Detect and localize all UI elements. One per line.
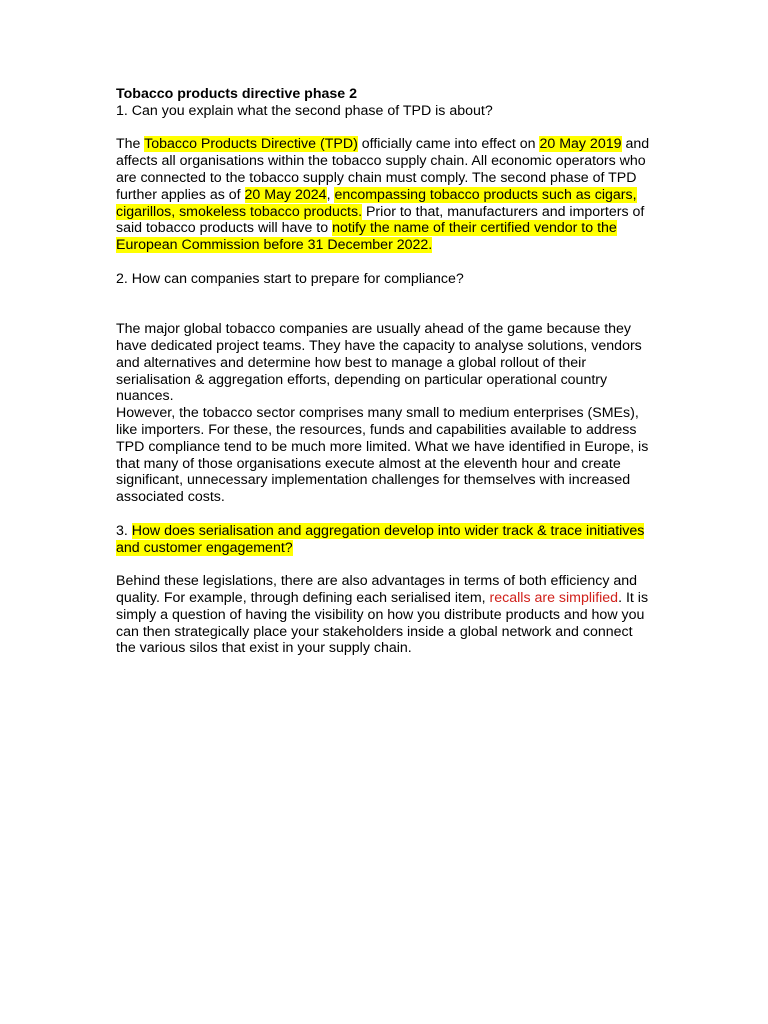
spacer — [116, 556, 656, 573]
answer-2-paragraph-2: However, the tobacco sector comprises many small to medium enterprises (SMEs), like importers. For these, the resources, funds and capabilities available to address TPD compliance tend to be much more limited. What we have identified in Europe, is that many of those organisations execute almost at the eleventh hour and create significant, unnecessary implementation challenges for themselves with increased associated costs. — [116, 405, 649, 506]
question-1: 1. Can you explain what the second phase of TPD is about? — [116, 102, 493, 119]
spacer — [116, 288, 656, 322]
highlight-products: encompassing tobacco products such as cigars, cigarillos, smokeless tobacco products. — [116, 186, 637, 220]
answer-1-text: , — [326, 186, 335, 203]
spacer — [116, 120, 656, 137]
question-3-highlight: How does serialisation and aggregation develop into wider track & trace initiatives and customer engagement? — [116, 522, 645, 556]
answer-3-text: . It is simply a question of having the visibility on how you distribute products and how you can then strategically place your stakeholders inside a global network and connect the various silos that exist in your supply chain. — [116, 589, 649, 657]
answer-1 — [116, 136, 656, 254]
answer-1-text: The — [116, 136, 145, 153]
answer-1-text: Prior to that, manufacturers and importers of said tobacco products will have to — [116, 203, 645, 237]
document-title: Tobacco products directive phase 2 — [116, 86, 357, 102]
highlight-date-2019: 20 May 2019 — [539, 136, 622, 153]
answer-1-text: officially came into effect on — [357, 136, 540, 153]
answer-3-text: Behind these legislations, there are also advantages in terms of both efficiency and quality. For example, through defining each serialised item, — [116, 573, 638, 606]
highlight-notify: notify the name of their certified vendor to the European Commission before 31 December 2022. — [116, 220, 617, 254]
question-3-number: 3. — [116, 522, 132, 539]
document-body — [116, 86, 656, 657]
highlight-date-2024: 20 May 2024 — [244, 186, 327, 203]
highlight-tpd: Tobacco Products Directive (TPD) — [144, 136, 358, 153]
question-3 — [116, 523, 656, 557]
spacer — [116, 254, 656, 271]
answer-1-text: and affects all organisations within the tobacco supply chain. All economic operators who are connected to the tobacco supply chain must comply. The second phase of TPD further applies as of — [116, 136, 650, 203]
answer-3 — [116, 573, 656, 657]
question-2: 2. How can companies start to prepare for compliance? — [116, 270, 464, 287]
answer-2-paragraph-1: The major global tobacco companies are usually ahead of the game because they have dedicated project teams. They have the capacity to analyse solutions, vendors and alternatives and determine how best to manage a global rollout of their serialisation & aggregation efforts, depending on particular operational country nuances. — [116, 321, 642, 405]
red-text-recalls: recalls are simplified — [489, 589, 619, 606]
spacer — [116, 506, 656, 523]
